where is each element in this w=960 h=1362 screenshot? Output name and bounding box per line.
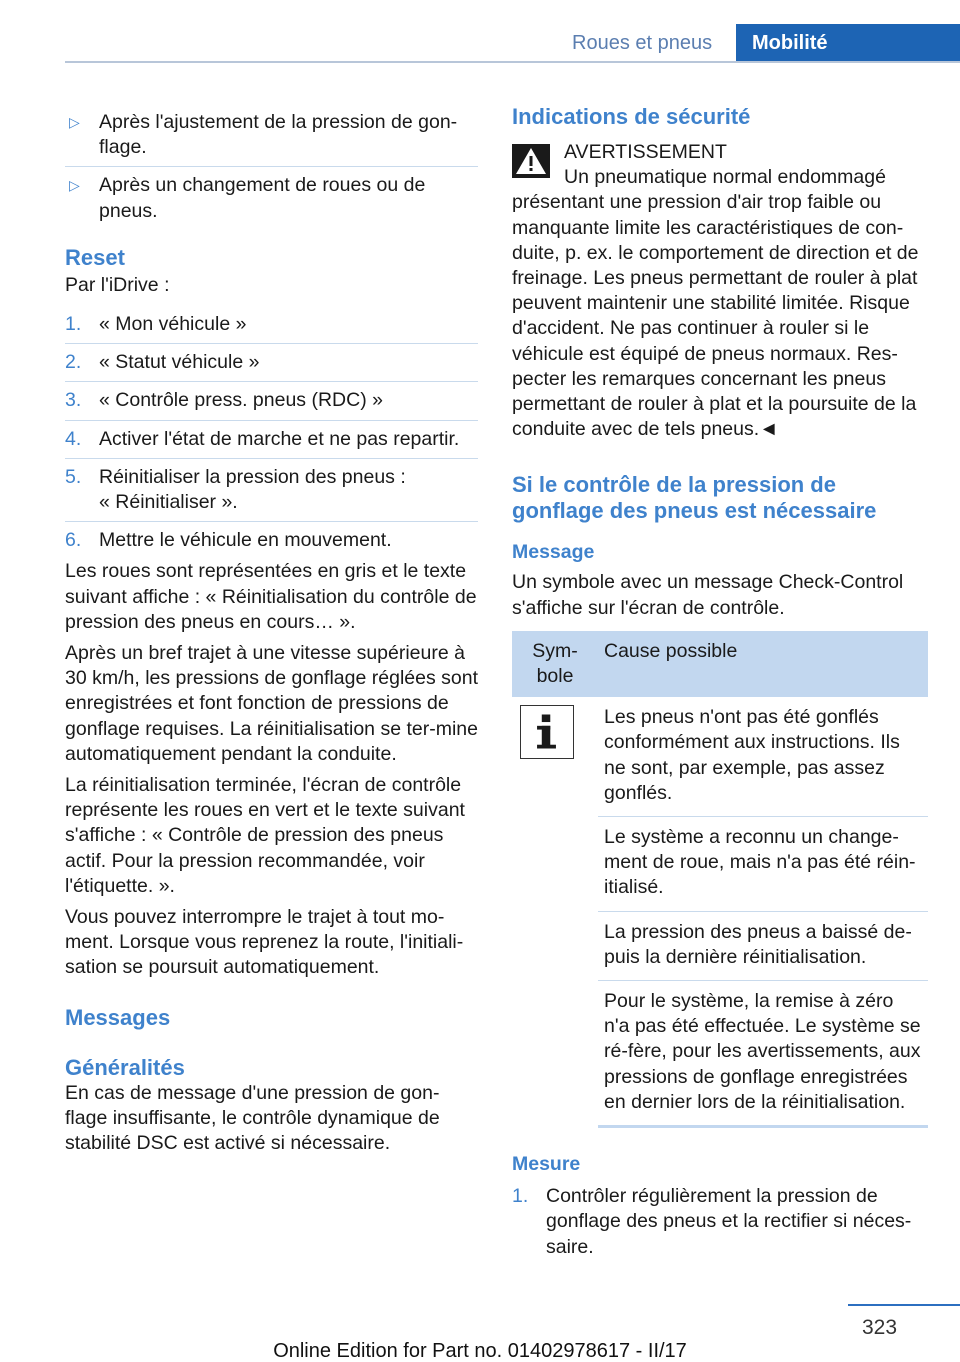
step-number: 1. <box>512 1185 529 1208</box>
table-header-row <box>512 631 928 697</box>
cause-cell: Le système a reconnu un change-ment de roue, mais n'a pas été réin-itialisé. <box>598 817 928 912</box>
list-item <box>65 465 478 522</box>
list-item: ▷ Après l'ajustement de la pression de gon- flage. <box>65 110 478 167</box>
info-icon <box>520 705 574 759</box>
list-item <box>65 388 478 420</box>
step-text: Réinitialiser la pression des pneus : « Réinitialiser ». <box>99 465 406 514</box>
left-column <box>65 104 478 1156</box>
cause-cell: Pour le système, la remise à zéro n'a pas été effectuée. Le système se ré-fère, pour les avertissements, aux pressions de gonflage enregistrées en dernier lors de la réinitialisation. <box>598 981 928 1127</box>
table-row <box>512 697 928 816</box>
step-number: 1. <box>65 313 82 336</box>
step-text: Mettre le véhicule en mouvement. <box>99 529 392 552</box>
step-text: Contrôler régulièrement la pression de gonflage des pneus et la rectifier si néces-saire. <box>546 1185 912 1258</box>
paragraph: La réinitialisation terminée, l'écran de contrôle représente les roues en vert et le texte suivant s'affiche : « Contrôle de pression des pneus actif. Pour la pression recommandée, voir l'étiquette. ». <box>65 774 465 897</box>
warning-triangle-icon <box>512 144 550 178</box>
check-heading: Si le contrôle de la pression de gonflage des pneus est nécessaire <box>512 472 877 524</box>
step-text: « Statut véhicule » <box>99 351 260 374</box>
list-item <box>65 350 478 382</box>
reset-heading: Reset <box>65 244 125 270</box>
measure-heading: Mesure <box>512 1153 581 1176</box>
warning-text-content: Un pneumatique normal endommagé présentant une pression d'air trop faible ou manquante limite les caractéristiques de con-duite, p. ex. le comportement de direction et de freinage. Les pneus permettant de rouler à plat peuvent maintenir une stabilité limitée. Risque d'accident. Ne pas continuer à rouler si le véhicule est équipé de pneus normaux. Res-pecter les remarques concernant les pneus permettant de rouler à plat et la poursuite de la conduite avec de tels pneus.◄ <box>512 166 919 441</box>
step-number: 5. <box>65 465 82 488</box>
cause-cell: La pression des pneus a baissé de-puis la dernière réinitialisation. <box>598 911 928 980</box>
reset-intro: Par l'iDrive : <box>65 273 170 296</box>
paragraph: Les roues sont représentées en gris et le texte suivant affiche : « Réinitialisation du contrôle de pression des pneus en cours… ». <box>65 560 477 633</box>
right-column <box>512 104 928 1260</box>
message-text: Un symbole avec un message Check-Control s'affiche sur l'écran de contrôle. <box>512 571 904 619</box>
general-text: En cas de message d'une pression de gon-flage insuffisante, le contrôle dynamique de stabilité DSC est activé si nécessaire. <box>65 1081 440 1155</box>
step-number: 4. <box>65 427 82 450</box>
paragraph: Après un bref trajet à une vitesse supérieure à 30 km/h, les pressions de gonflage réglées sont enregistrées et font fonction de pressions de gonflage requises. La réinitialisation se ter-mine automatiquement pendant la conduite. <box>65 642 478 765</box>
edition-note: Online Edition for Part no. 01402978617 - II/17 <box>273 1340 687 1362</box>
footer-divider <box>848 1304 960 1306</box>
section-tab: Roues et pneus <box>572 32 713 54</box>
list-item <box>65 312 478 344</box>
chapter-tab: Mobilité <box>736 24 960 62</box>
messages-heading: Messages <box>65 1004 171 1030</box>
warning-text <box>512 165 928 442</box>
info-glyph <box>521 706 572 757</box>
reset-steps <box>65 312 478 553</box>
step-text: « Contrôle press. pneus (RDC) » <box>99 389 383 412</box>
paragraph: Vous pouvez interrompre le trajet à tout mo-ment. Lorsque vous reprenez la route, l'initiali-sation se poursuit automatiquement. <box>65 906 464 979</box>
warning-label: AVERTISSEMENT <box>564 141 727 163</box>
general-heading: Généralités <box>65 1054 185 1080</box>
column-header-cause: Cause possible <box>598 631 928 697</box>
list-item: ▷ Après un changement de roues ou de pneus. <box>65 173 478 223</box>
list-item <box>65 427 478 459</box>
page-number: 323 <box>862 1316 898 1339</box>
reset-conditions-list <box>65 110 478 224</box>
warning-block <box>512 140 928 442</box>
header-divider <box>65 61 960 63</box>
message-table <box>512 631 928 1128</box>
list-item <box>65 528 478 553</box>
cause-cell: Les pneus n'ont pas été gonflés conformément aux instructions. Ils ne sont, par exemple, pas assez gonflés. <box>598 697 928 816</box>
message-heading: Message <box>512 541 595 564</box>
step-number: 2. <box>65 351 82 374</box>
step-text: « Mon véhicule » <box>99 313 247 336</box>
column-header-symbol: Sym- bole <box>512 631 598 697</box>
step-number: 6. <box>65 529 82 552</box>
page-header <box>0 0 960 62</box>
measure-steps <box>512 1184 928 1260</box>
step-text: Activer l'état de marche et ne pas repartir. <box>99 427 460 450</box>
symbol-cell <box>512 697 598 1126</box>
step-number: 3. <box>65 389 82 412</box>
safety-heading: Indications de sécurité <box>512 104 751 129</box>
list-item <box>512 1184 928 1260</box>
